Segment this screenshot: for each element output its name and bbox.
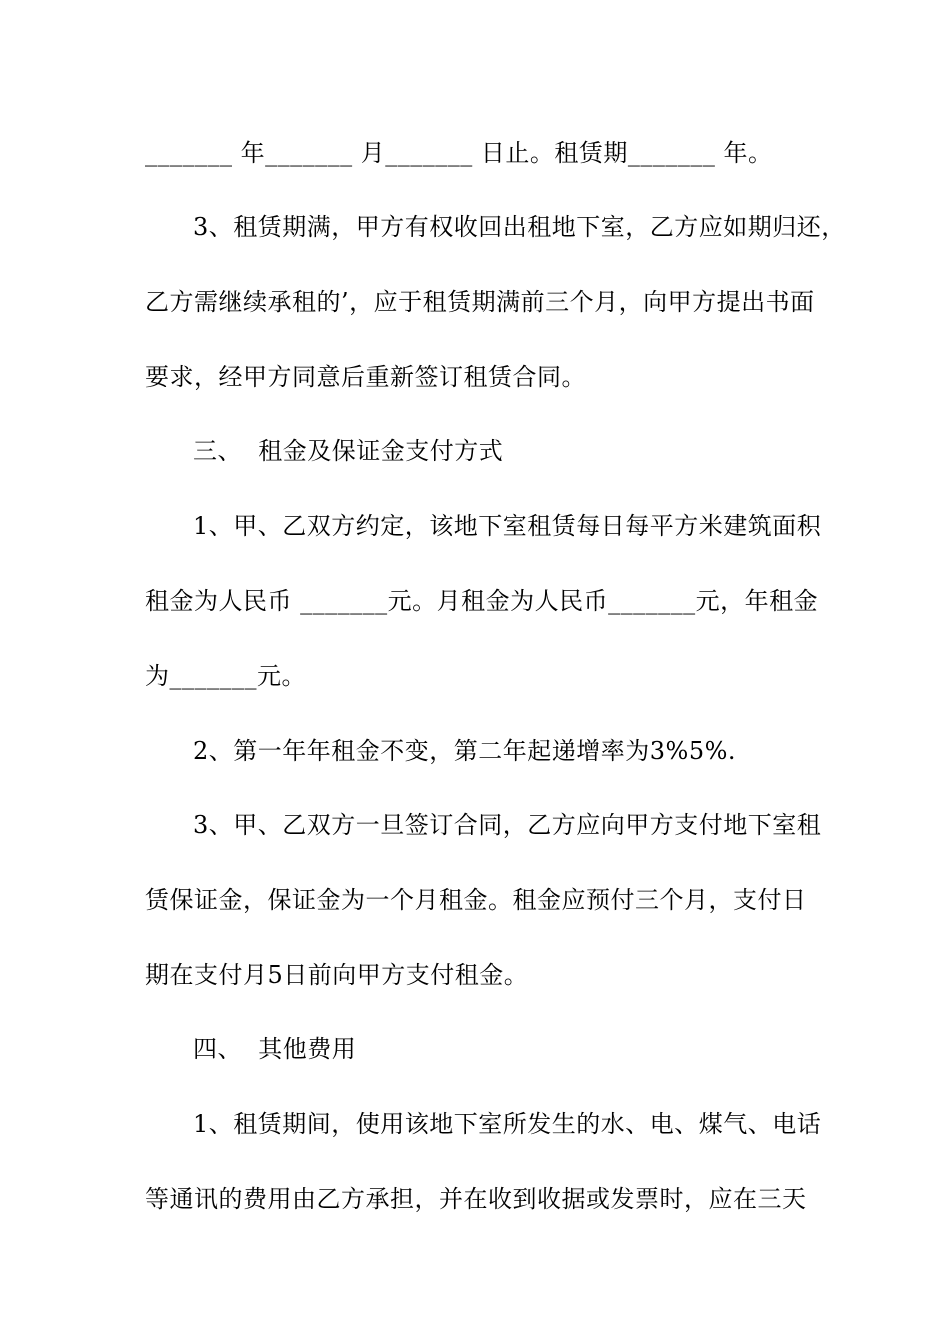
paragraph-lease-expiry: 3、租赁期满，甲方有权收回出租地下室，乙方应如期归还，	[193, 213, 846, 241]
paragraph-rent-increase: 2、第一年年租金不变，第二年起递增率为3%5%.	[193, 737, 737, 765]
text-line-lease-end-date: _______ 年_______ 月_______ 日止。租赁期_______ 年。	[145, 139, 773, 167]
section-heading-other-fees: 四、 其他费用	[193, 1035, 357, 1063]
paragraph-utility-fees: 1、租赁期间，使用该地下室所发生的水、电、煤气、电话	[193, 1110, 822, 1138]
text-line: 赁保证金，保证金为一个月租金。租金应预付三个月，支付日	[145, 886, 807, 914]
text-line: 等通讯的费用由乙方承担，并在收到收据或发票时，应在三天	[145, 1185, 807, 1213]
text-line: 为_______元。	[145, 662, 306, 690]
text-line: 租金为人民币 _______元。月租金为人民币_______元，年租金	[145, 587, 819, 615]
paragraph-rent-amount: 1、甲、乙双方约定，该地下室租赁每日每平方米建筑面积	[193, 512, 822, 540]
section-heading-rent-deposit: 三、 租金及保证金支付方式	[193, 437, 504, 465]
text-line: 要求，经甲方同意后重新签订租赁合同。	[145, 363, 586, 391]
paragraph-deposit: 3、甲、乙双方一旦签订合同，乙方应向甲方支付地下室租	[193, 811, 822, 839]
text-line: 期在支付月5日前向甲方支付租金。	[145, 961, 529, 989]
text-line: 乙方需继续承租的’，应于租赁期满前三个月，向甲方提出书面	[145, 288, 815, 316]
